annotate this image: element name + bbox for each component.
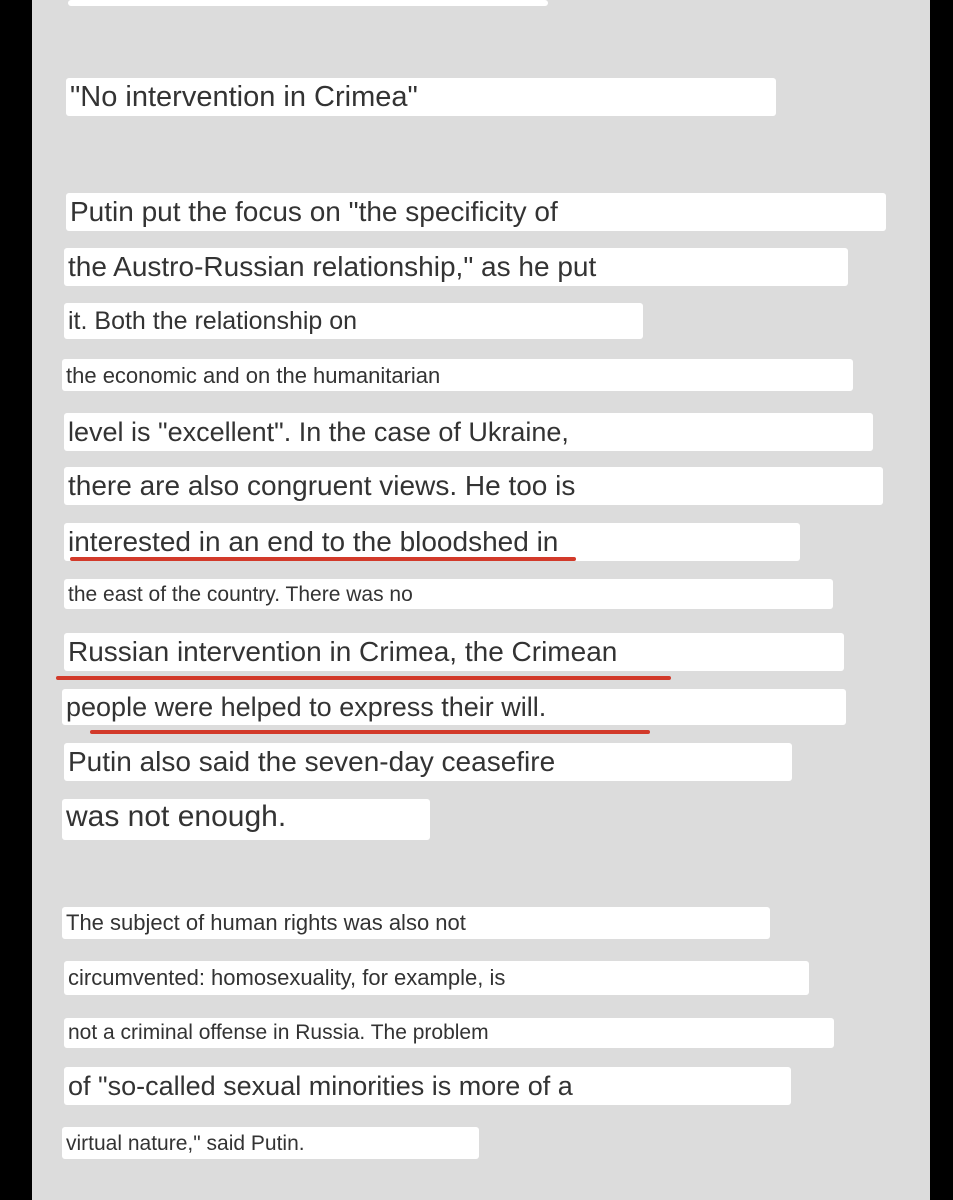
text-line: The subject of human rights was also not (62, 907, 770, 939)
cropped-top-strip (68, 0, 548, 6)
text-line: virtual nature," said Putin. (62, 1127, 479, 1159)
text-line: interested in an end to the bloodshed in (64, 523, 800, 561)
text-line: the east of the country. There was no (64, 579, 833, 609)
text-line: it. Both the relationship on (64, 303, 643, 339)
text-line: Putin also said the seven-day ceasefire (64, 743, 792, 781)
text-line: Putin put the focus on "the specificity of (66, 193, 886, 231)
text-line: of "so-called sexual minorities is more of a (64, 1067, 791, 1105)
text-line: was not enough. (62, 799, 430, 840)
highlight-underline (90, 730, 650, 734)
highlight-underline (56, 676, 671, 680)
text-line: the Austro-Russian relationship," as he put (64, 248, 848, 286)
text-line: the economic and on the humanitarian (62, 359, 853, 391)
section-heading: "No intervention in Crimea" (66, 78, 776, 116)
text-line: level is "excellent". In the case of Ukraine, (64, 413, 873, 451)
highlight-underline (70, 557, 576, 561)
text-line: Russian intervention in Crimea, the Crimean (64, 633, 844, 671)
text-line: there are also congruent views. He too is (64, 467, 883, 505)
text-line: not a criminal offense in Russia. The problem (64, 1018, 834, 1048)
text-line: people were helped to express their will. (62, 689, 846, 725)
text-line: circumvented: homosexuality, for example, is (64, 961, 809, 995)
